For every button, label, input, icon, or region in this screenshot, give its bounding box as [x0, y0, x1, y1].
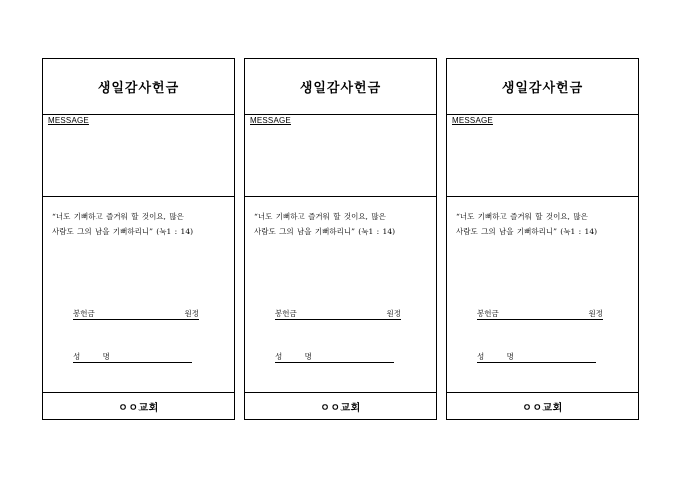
message-label: MESSAGE — [452, 116, 493, 125]
offering-envelope-1 — [42, 58, 235, 420]
church-name: ㅇㅇ교회 — [43, 392, 234, 419]
amount-label: 봉헌금 — [477, 309, 499, 318]
message-area — [447, 114, 638, 197]
verse-line-2: 사람도 그의 남을 기뻐하리니” (눅1 : 14) — [456, 227, 598, 236]
offering-amount-line — [477, 308, 603, 320]
name-label: 성 명 — [73, 352, 120, 361]
verse-line-1: “너도 기뻐하고 즐거워 할 것이요, 많은 — [254, 212, 386, 221]
amount-label: 봉헌금 — [275, 309, 297, 318]
verse-line-2: 사람도 그의 남을 기뻐하리니” (눅1 : 14) — [52, 227, 194, 236]
bible-verse — [456, 209, 630, 239]
amount-unit: 원정 — [184, 309, 199, 318]
offering-envelope-3 — [446, 58, 639, 420]
message-label: MESSAGE — [250, 116, 291, 125]
offering-amount-line — [73, 308, 199, 320]
amount-unit: 원정 — [588, 309, 603, 318]
envelope-title: 생일감사헌금 — [447, 59, 638, 115]
verse-line-1: “너도 기뻐하고 즐거워 할 것이요, 많은 — [456, 212, 588, 221]
name-line — [477, 351, 596, 363]
church-name: ㅇㅇ교회 — [447, 392, 638, 419]
church-name: ㅇㅇ교회 — [245, 392, 436, 419]
verse-line-2: 사람도 그의 남을 기뻐하리니” (눅1 : 14) — [254, 227, 396, 236]
envelope-title: 생일감사헌금 — [43, 59, 234, 115]
verse-line-1: “너도 기뻐하고 즐거워 할 것이요, 많은 — [52, 212, 184, 221]
message-label: MESSAGE — [48, 116, 89, 125]
amount-label: 봉헌금 — [73, 309, 95, 318]
name-label: 성 명 — [275, 352, 322, 361]
message-area — [245, 114, 436, 197]
offering-envelope-2 — [244, 58, 437, 420]
name-line — [275, 351, 394, 363]
name-line — [73, 351, 192, 363]
message-area — [43, 114, 234, 197]
amount-unit: 원정 — [386, 309, 401, 318]
offering-amount-line — [275, 308, 401, 320]
bible-verse — [254, 209, 428, 239]
envelope-title: 생일감사헌금 — [245, 59, 436, 115]
bible-verse — [52, 209, 226, 239]
name-label: 성 명 — [477, 352, 524, 361]
